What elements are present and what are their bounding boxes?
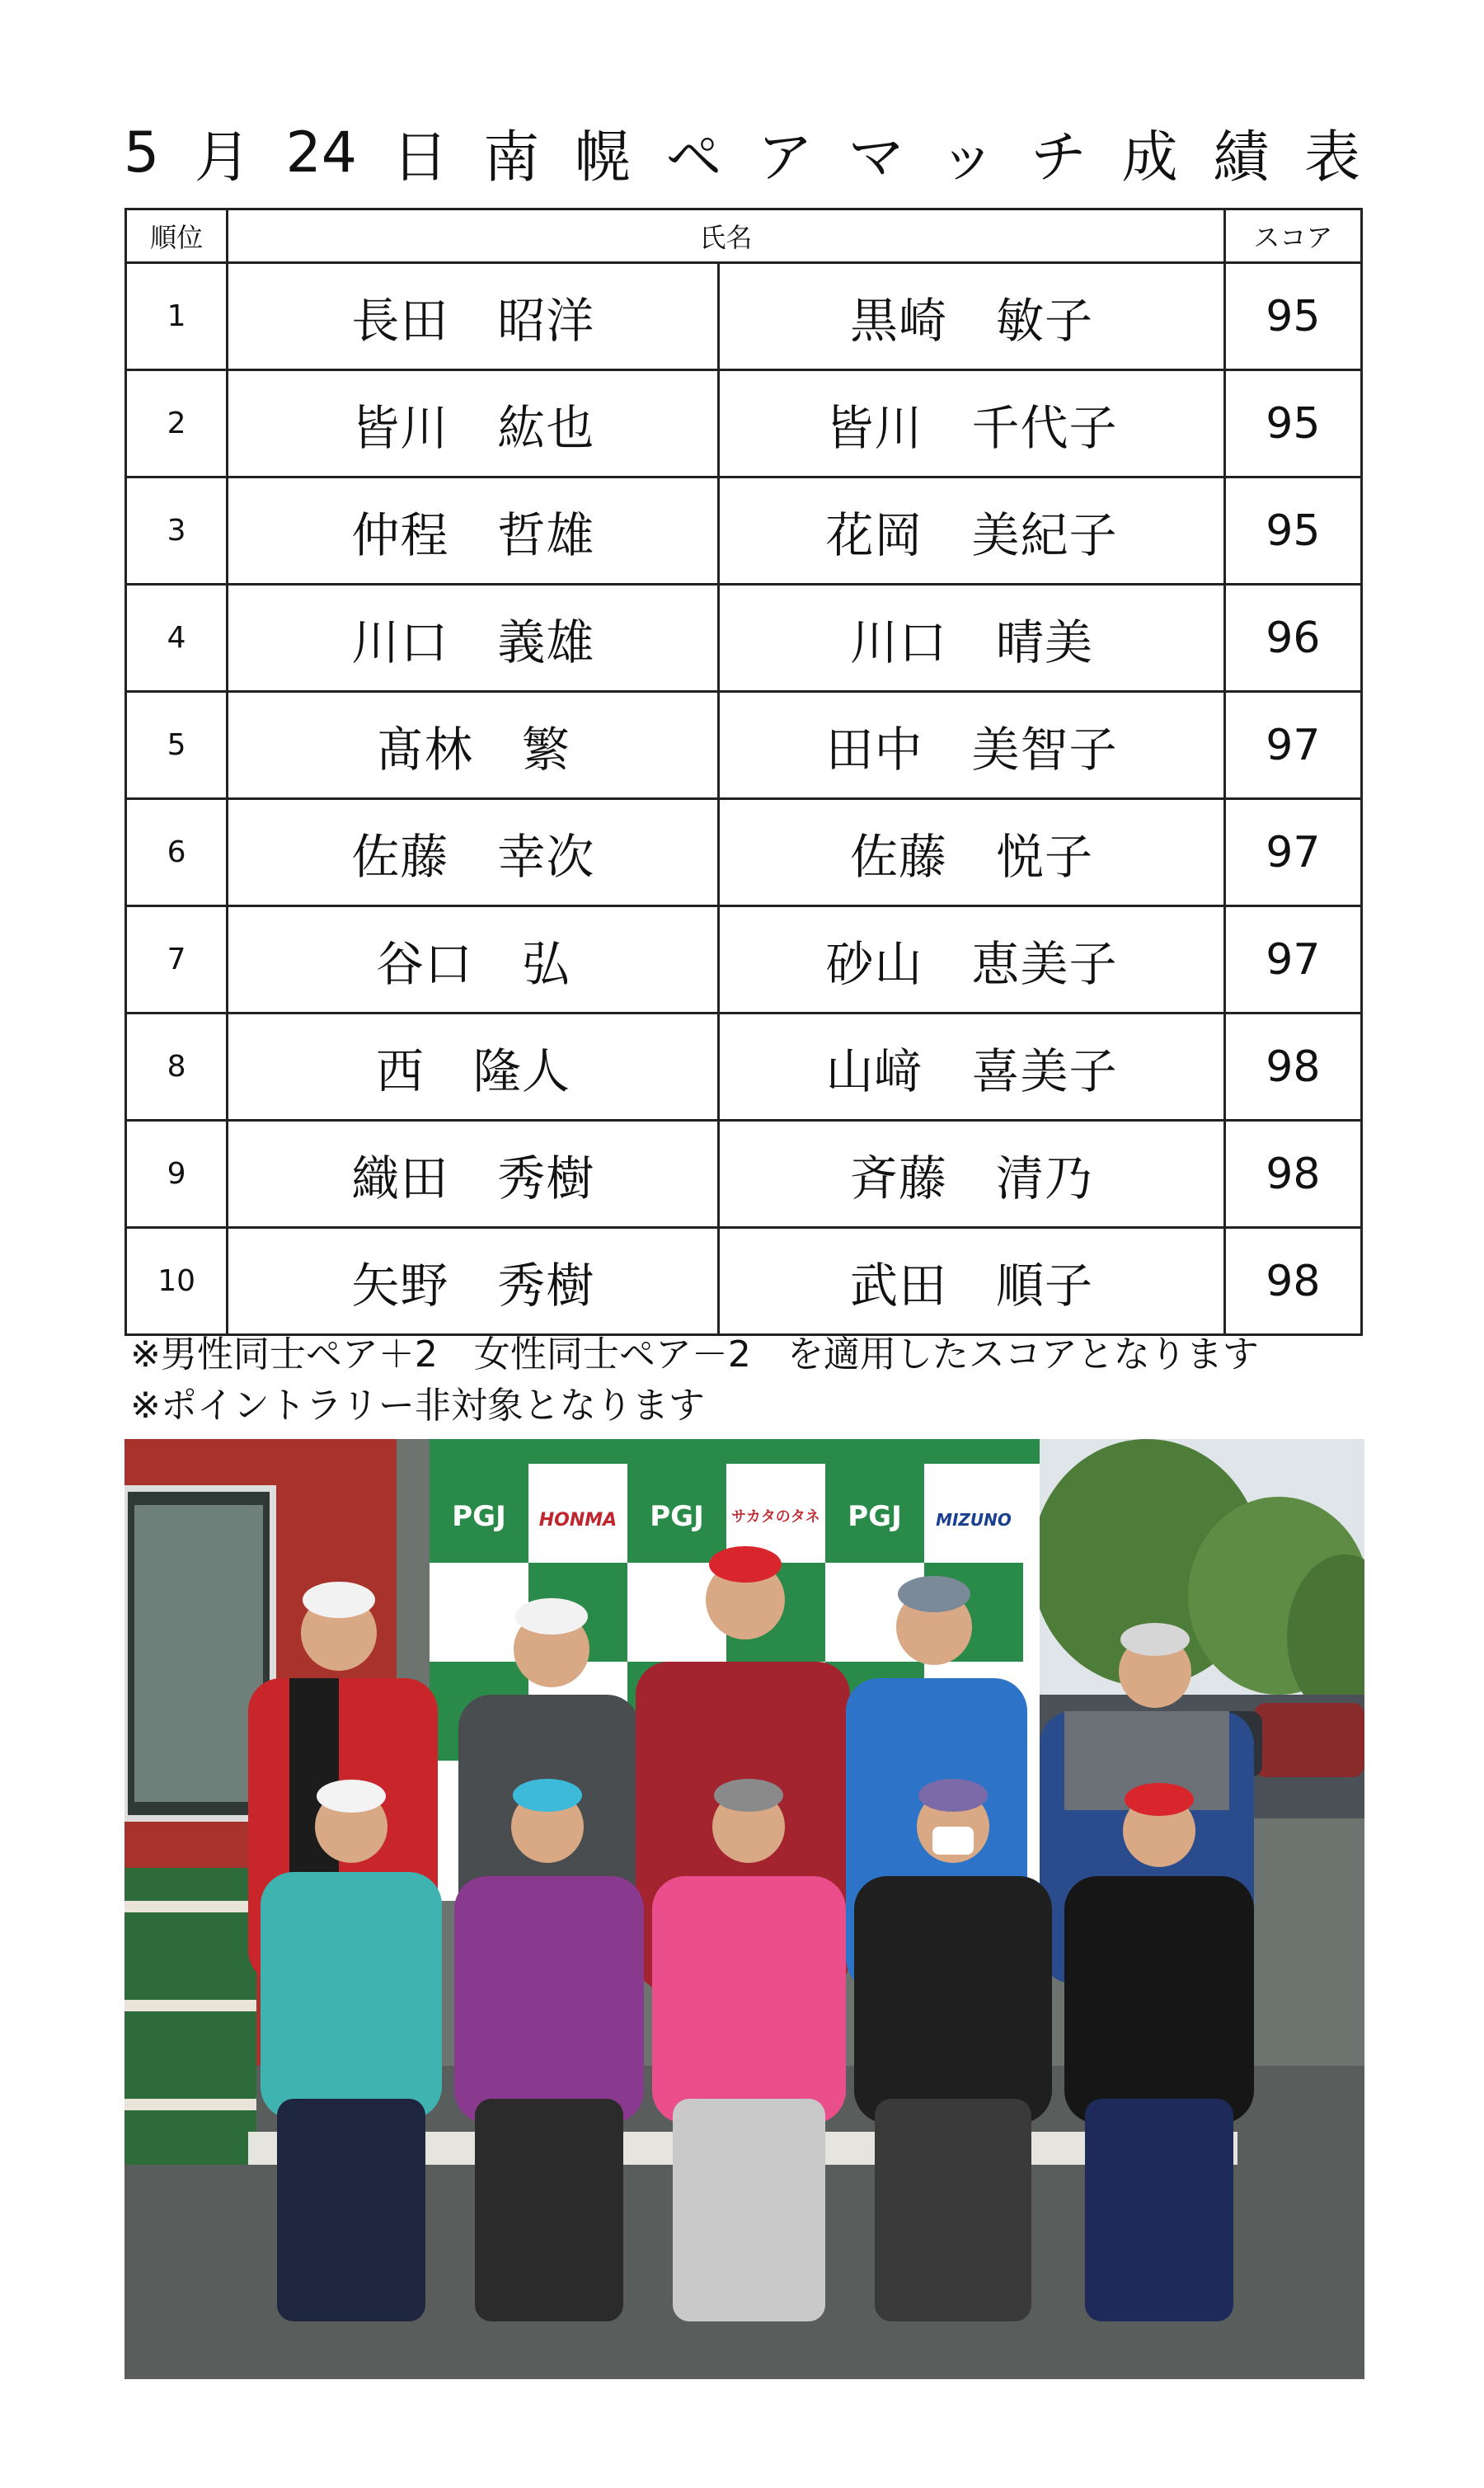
name-cell-2: 皆川 千代子	[719, 370, 1224, 477]
rank-cell: 6	[126, 799, 228, 906]
rank-cell: 8	[126, 1014, 228, 1121]
banner-logo: HONMA	[538, 1510, 618, 1531]
title-char: 24	[285, 120, 358, 186]
name-cell-2: 斉藤 清乃	[719, 1121, 1224, 1228]
rank-cell: 5	[126, 692, 228, 799]
title-char: 月	[194, 125, 251, 190]
score-cell: 98	[1224, 1014, 1361, 1121]
header-score: スコア	[1224, 209, 1361, 263]
table-row	[126, 585, 1362, 692]
table-row	[126, 370, 1362, 477]
score-cell: 95	[1224, 370, 1361, 477]
title-char: ッ	[939, 125, 996, 190]
banner-logo: サカタのタネ	[731, 1508, 820, 1526]
score-cell: 97	[1224, 692, 1361, 799]
table-row	[126, 477, 1362, 585]
title-char: 表	[1303, 125, 1360, 190]
score-cell: 98	[1224, 1228, 1361, 1335]
title-char: マ	[848, 125, 904, 190]
name-cell-2: 黒崎 敏子	[719, 263, 1224, 370]
name-cell-1: 織田 秀樹	[228, 1121, 719, 1228]
score-cell: 98	[1224, 1121, 1361, 1228]
name-cell-2: 佐藤 悦子	[719, 799, 1224, 906]
table-row	[126, 1014, 1362, 1121]
score-cell: 96	[1224, 585, 1361, 692]
rank-cell: 2	[126, 370, 228, 477]
rank-cell: 4	[126, 585, 228, 692]
banner-logo: PGJ	[848, 1500, 902, 1533]
header-rank: 順位	[126, 209, 228, 263]
name-cell-2: 川口 晴美	[719, 585, 1224, 692]
rank-cell: 10	[126, 1228, 228, 1335]
title-char: 幌	[574, 125, 631, 190]
name-cell-2: 花岡 美紀子	[719, 477, 1224, 585]
name-cell-2: 山﨑 喜美子	[719, 1014, 1224, 1121]
name-cell-1: 佐藤 幸次	[228, 799, 719, 906]
table-row	[126, 1121, 1362, 1228]
title-char: 5	[124, 120, 160, 186]
name-cell-1: 仲程 哲雄	[228, 477, 719, 585]
rank-cell: 7	[126, 906, 228, 1014]
banner-logo: PGJ	[650, 1500, 704, 1533]
name-cell-2: 武田 順子	[719, 1228, 1224, 1335]
notes	[130, 1329, 1416, 1432]
title-char: ペ	[665, 125, 722, 190]
banner-logo: PGJ	[452, 1500, 506, 1533]
header-name: 氏名	[228, 209, 1224, 263]
note-point-rally: ※ポイントラリー非対象となります	[130, 1385, 705, 1427]
title-char: 績	[1213, 125, 1270, 190]
banner-logo: MIZUNO	[936, 1510, 1012, 1530]
title-char: 日	[392, 125, 448, 190]
results-table	[124, 208, 1363, 1336]
table-row	[126, 906, 1362, 1014]
title-char: 成	[1121, 125, 1178, 190]
rank-cell: 3	[126, 477, 228, 585]
score-cell: 95	[1224, 477, 1361, 585]
score-cell: 95	[1224, 263, 1361, 370]
note-pair-adjustment: ※男性同士ペア＋2 女性同士ペア－2 を適用したスコアとなります	[130, 1333, 1259, 1376]
table-header-row	[126, 209, 1362, 263]
name-cell-1: 川口 義雄	[228, 585, 719, 692]
rank-cell: 1	[126, 263, 228, 370]
table-row	[126, 1228, 1362, 1335]
page-title	[124, 107, 1360, 198]
name-cell-1: 西 隆人	[228, 1014, 719, 1121]
table-row	[126, 692, 1362, 799]
name-cell-1: 矢野 秀樹	[228, 1228, 719, 1335]
score-cell: 97	[1224, 906, 1361, 1014]
name-cell-1: 髙林 繁	[228, 692, 719, 799]
score-cell: 97	[1224, 799, 1361, 906]
table-row	[126, 799, 1362, 906]
rank-cell: 9	[126, 1121, 228, 1228]
name-cell-2: 砂山 恵美子	[719, 906, 1224, 1014]
title-char: 南	[483, 125, 540, 190]
name-cell-2: 田中 美智子	[719, 692, 1224, 799]
title-char: チ	[1031, 125, 1087, 190]
name-cell-1: 皆川 紘也	[228, 370, 719, 477]
name-cell-1: 長田 昭洋	[228, 263, 719, 370]
title-char: ア	[757, 125, 814, 190]
table-row	[126, 263, 1362, 370]
name-cell-1: 谷口 弘	[228, 906, 719, 1014]
group-photo	[124, 1439, 1364, 2379]
